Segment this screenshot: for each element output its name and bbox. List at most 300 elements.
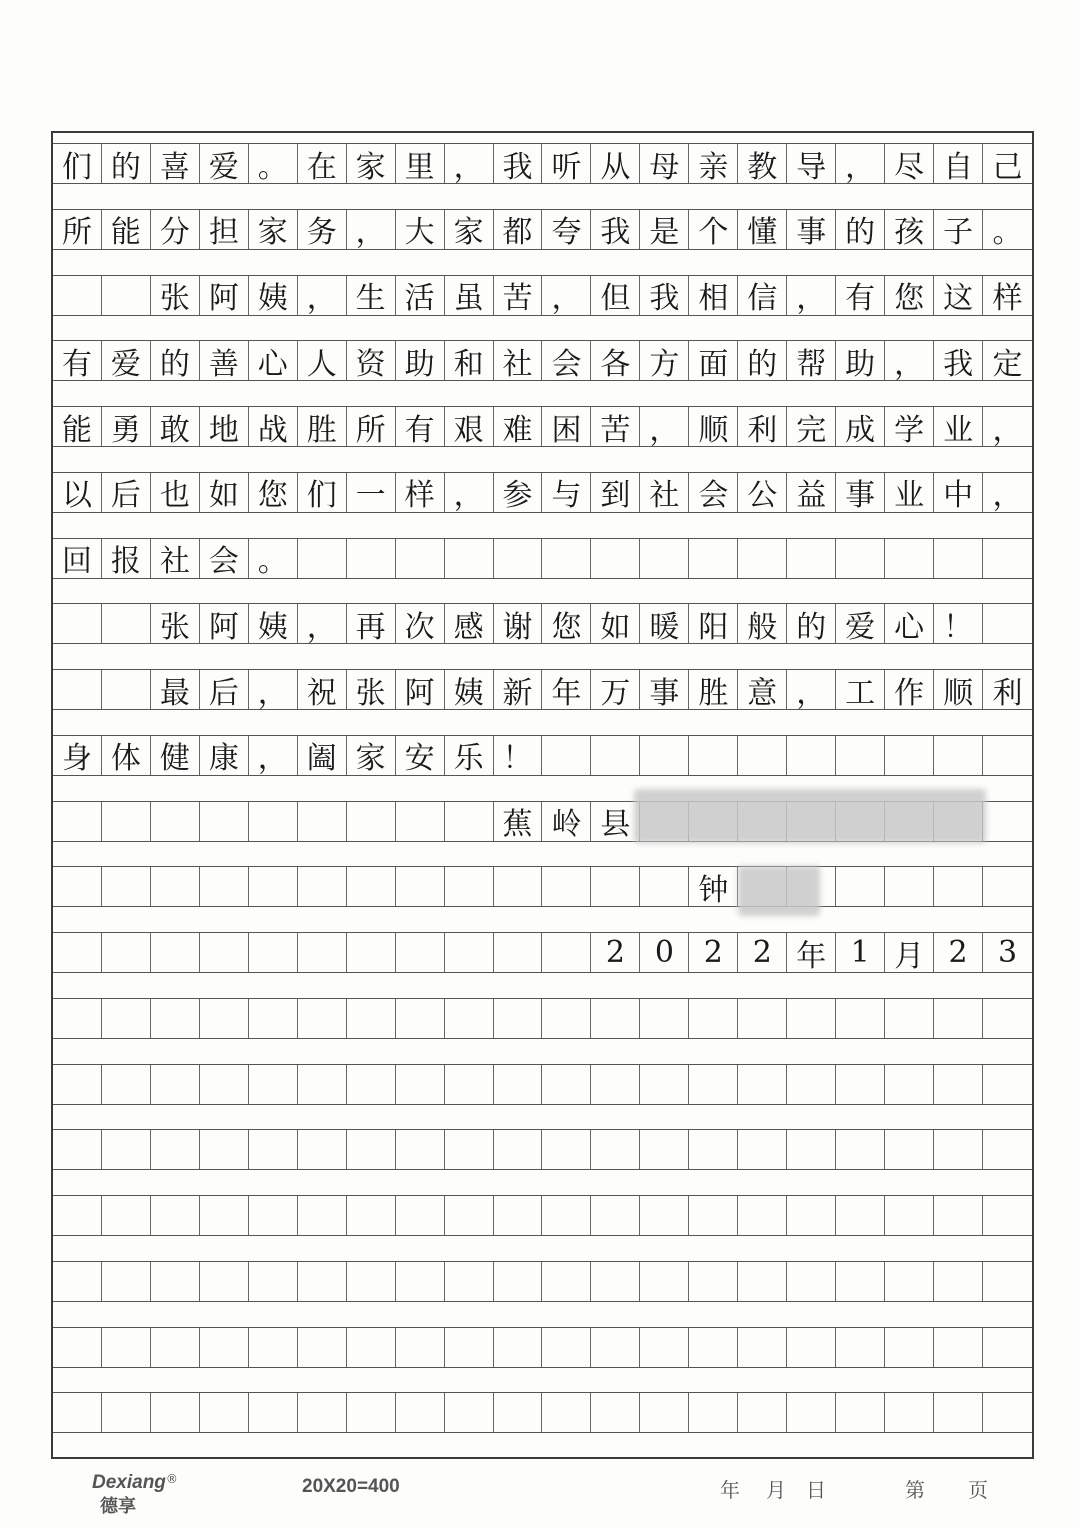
grid-cell: 在 xyxy=(298,144,347,183)
grid-cell: 战 xyxy=(249,407,298,446)
grid-cell xyxy=(885,1393,934,1432)
grid-cell: 。 xyxy=(249,539,298,578)
grid-cell: 教 xyxy=(738,144,787,183)
grid-cell: 年 xyxy=(543,670,592,709)
grid-cell xyxy=(836,999,885,1038)
grid-cell: 家 xyxy=(445,210,494,249)
grid-cell: 里 xyxy=(396,144,445,183)
footer-page-suffix: 页 xyxy=(968,1478,988,1502)
grid-cell xyxy=(249,1393,298,1432)
grid-cell xyxy=(249,1328,298,1367)
grid-cell: ， xyxy=(298,276,347,315)
grid-cell xyxy=(396,802,445,841)
grid-cell: 地 xyxy=(200,407,249,446)
grid-cell xyxy=(934,1393,983,1432)
grid-cell xyxy=(934,1065,983,1104)
grid-cell: 己 xyxy=(992,149,1023,185)
grid-cell: 乐 xyxy=(445,736,494,775)
grid-cell: ！ xyxy=(494,736,543,775)
grid-cell: 会 xyxy=(689,473,738,512)
grid-cell xyxy=(102,1196,151,1235)
grid-cell xyxy=(934,1130,983,1169)
grid-cell: 您 xyxy=(543,604,592,643)
grid-cell: 。 xyxy=(249,144,298,183)
brand-logo xyxy=(92,1472,178,1518)
redacted-school-name xyxy=(634,789,986,843)
grid-cell: 会 xyxy=(200,539,249,578)
grid-cell xyxy=(347,1065,396,1104)
grid-cell: 再 xyxy=(347,604,396,643)
grid-cell: 亲 xyxy=(689,144,738,183)
grid-cell xyxy=(102,933,151,972)
grid-cell xyxy=(983,802,1032,841)
grid-cell: 月 xyxy=(885,933,934,972)
grid-cell: 如 xyxy=(591,604,640,643)
grid-cell xyxy=(298,1065,347,1104)
grid-cell xyxy=(836,1262,885,1301)
grid-cell xyxy=(640,1393,689,1432)
grid-cell: 家 xyxy=(347,736,396,775)
grid-cell xyxy=(836,736,885,775)
grid-cell: 益 xyxy=(787,473,836,512)
grid-cell xyxy=(200,867,249,906)
grid-cell xyxy=(347,1262,396,1301)
grid-cell xyxy=(689,1196,738,1235)
grid-cell: 懂 xyxy=(738,210,787,249)
grid-cell xyxy=(787,1196,836,1235)
grid-cell xyxy=(983,1065,1032,1104)
grid-cell xyxy=(298,867,347,906)
grid-cell: 生 xyxy=(347,276,396,315)
grid-cell: 业 xyxy=(885,473,934,512)
grid-cell: 家 xyxy=(347,144,396,183)
grid-cell: 身 xyxy=(53,736,102,775)
grid-cell xyxy=(689,999,738,1038)
grid-cell: 暖 xyxy=(640,604,689,643)
grid-row xyxy=(53,866,1032,907)
grid-cell xyxy=(298,1130,347,1169)
grid-cell xyxy=(151,1196,200,1235)
grid-cell: 务 xyxy=(298,210,347,249)
grid-cell xyxy=(102,867,151,906)
grid-cell: 业 xyxy=(934,407,983,446)
grid-cell xyxy=(200,933,249,972)
grid-cell: 困 xyxy=(543,407,592,446)
grid-cell: 从 xyxy=(591,144,640,183)
grid-cell xyxy=(347,1393,396,1432)
grid-cell: 所 xyxy=(53,210,102,249)
grid-cell xyxy=(640,1328,689,1367)
grid-cell xyxy=(836,867,885,906)
grid-cell: 们 xyxy=(53,144,102,183)
grid-cell: 分 xyxy=(151,210,200,249)
grid-row xyxy=(53,1261,1032,1302)
grid-cell: 样 xyxy=(396,473,445,512)
grid-cell: 康 xyxy=(200,736,249,775)
grid-cell: 爱 xyxy=(200,144,249,183)
grid-cell xyxy=(102,1328,151,1367)
grid-cell: 善 xyxy=(200,341,249,380)
grid-cell: 张 xyxy=(347,670,396,709)
grid-cell xyxy=(53,1196,102,1235)
redacted-signature-name xyxy=(738,866,820,916)
grid-cell: 万 xyxy=(591,670,640,709)
grid-cell: 阿 xyxy=(200,604,249,643)
grid-cell xyxy=(200,1130,249,1169)
grid-cell xyxy=(591,1130,640,1169)
grid-cell: 报 xyxy=(102,539,151,578)
grid-cell: 参 xyxy=(494,473,543,512)
grid-cell xyxy=(689,1130,738,1169)
grid-cell xyxy=(151,1065,200,1104)
grid-cell xyxy=(102,1065,151,1104)
grid-cell xyxy=(445,1065,494,1104)
grid-cell: 方 xyxy=(640,341,689,380)
grid-cell xyxy=(983,1130,1032,1169)
grid-cell xyxy=(836,1393,885,1432)
grid-cell: 面 xyxy=(689,341,738,380)
grid-cell xyxy=(543,1065,592,1104)
grid-cell xyxy=(347,867,396,906)
grid-cell: 夸 xyxy=(543,210,592,249)
grid-cell: 心 xyxy=(249,341,298,380)
grid-row xyxy=(53,669,1032,710)
grid-cell: 导 xyxy=(787,144,836,183)
grid-cell: 的 xyxy=(151,341,200,380)
grid-cell: 子 xyxy=(934,210,983,249)
grid-cell: 们 xyxy=(298,473,347,512)
grid-cell: 都 xyxy=(494,210,543,249)
grid-cell: 样 xyxy=(992,281,1023,316)
grid-cell xyxy=(787,1262,836,1301)
grid-cell: 姨 xyxy=(249,276,298,315)
grid-cell xyxy=(53,604,102,643)
grid-cell xyxy=(102,1393,151,1432)
grid-cell xyxy=(738,736,787,775)
grid-cell: 的 xyxy=(836,210,885,249)
grid-cell xyxy=(543,1130,592,1169)
grid-cell: ！ xyxy=(934,604,983,643)
grid-cell xyxy=(53,1130,102,1169)
grid-cell xyxy=(102,1130,151,1169)
grid-cell: 阖 xyxy=(298,736,347,775)
grid-cell xyxy=(298,802,347,841)
grid-cell: 我 xyxy=(494,144,543,183)
grid-cell: 谢 xyxy=(494,604,543,643)
grid-row xyxy=(53,1327,1032,1368)
grid-cell xyxy=(298,539,347,578)
grid-cell: 有 xyxy=(53,341,102,380)
grid-cell: 家 xyxy=(249,210,298,249)
grid-cell: 尽 xyxy=(885,144,934,183)
grid-cell: 胜 xyxy=(689,670,738,709)
grid-cell: 中 xyxy=(934,473,983,512)
grid-cell: 安 xyxy=(396,736,445,775)
grid-cell: ， xyxy=(249,736,298,775)
grid-cell xyxy=(396,1130,445,1169)
grid-cell: 工 xyxy=(836,670,885,709)
grid-cell xyxy=(347,1196,396,1235)
grid-cell: 和 xyxy=(445,341,494,380)
grid-cell: 次 xyxy=(396,604,445,643)
grid-cell xyxy=(738,1196,787,1235)
grid-cell: 顺 xyxy=(934,670,983,709)
grid-cell xyxy=(53,1328,102,1367)
footer-year-label: 年 xyxy=(720,1478,740,1502)
grid-cell: 社 xyxy=(494,341,543,380)
grid-cell: 2 xyxy=(591,933,640,972)
grid-cell: 这 xyxy=(934,276,983,315)
grid-cell xyxy=(983,867,1032,906)
grid-cell xyxy=(934,539,983,578)
grid-cell: 爱 xyxy=(102,341,151,380)
grid-cell xyxy=(543,539,592,578)
grid-cell xyxy=(102,1262,151,1301)
grid-cell xyxy=(836,1328,885,1367)
grid-cell: 事 xyxy=(787,210,836,249)
grid-cell xyxy=(102,670,151,709)
grid-row xyxy=(53,275,1032,316)
grid-cell xyxy=(640,1130,689,1169)
grid-cell: 顺 xyxy=(689,407,738,446)
grid-cell: 感 xyxy=(445,604,494,643)
grid-cell: 我 xyxy=(640,276,689,315)
grid-cell: 意 xyxy=(738,670,787,709)
footer-day-label: 日 xyxy=(806,1478,826,1502)
grid-cell xyxy=(543,1393,592,1432)
grid-cell xyxy=(934,1262,983,1301)
grid-cell xyxy=(494,1196,543,1235)
grid-cell xyxy=(983,1393,1032,1432)
grid-cell xyxy=(347,999,396,1038)
grid-cell: 后 xyxy=(200,670,249,709)
grid-cell xyxy=(689,1328,738,1367)
grid-cell xyxy=(445,802,494,841)
grid-cell: 阿 xyxy=(200,276,249,315)
grid-cell: 张 xyxy=(151,604,200,643)
grid-cell xyxy=(640,736,689,775)
grid-cell: 各 xyxy=(591,341,640,380)
grid-cell: 担 xyxy=(200,210,249,249)
grid-cell: 爱 xyxy=(836,604,885,643)
grid-cell: 能 xyxy=(53,407,102,446)
grid-cell xyxy=(53,1262,102,1301)
grid-cell xyxy=(738,1262,787,1301)
footer-month-label: 月 xyxy=(766,1478,786,1502)
grid-cell xyxy=(396,1328,445,1367)
grid-cell xyxy=(885,1065,934,1104)
grid-cell xyxy=(151,802,200,841)
grid-cell xyxy=(249,1262,298,1301)
grid-cell: 听 xyxy=(543,144,592,183)
grid-cell xyxy=(640,1065,689,1104)
grid-cell xyxy=(151,933,200,972)
grid-cell xyxy=(102,802,151,841)
grid-cell: ， xyxy=(992,478,1023,514)
grid-cell xyxy=(983,736,1032,775)
grid-cell: 最 xyxy=(151,670,200,709)
grid-cell xyxy=(53,670,102,709)
grid-cell xyxy=(591,1328,640,1367)
grid-cell xyxy=(494,1328,543,1367)
grid-cell xyxy=(396,999,445,1038)
grid-cell: 后 xyxy=(102,473,151,512)
grid-cell: 自 xyxy=(934,144,983,183)
grid-cell: 胜 xyxy=(298,407,347,446)
grid-cell: 回 xyxy=(53,539,102,578)
grid-cell xyxy=(836,1130,885,1169)
grid-cell xyxy=(249,933,298,972)
grid-cell: 但 xyxy=(591,276,640,315)
grid-cell: 大 xyxy=(396,210,445,249)
grid-cell: 利 xyxy=(992,675,1023,711)
grid-cell: 到 xyxy=(591,473,640,512)
grid-cell xyxy=(53,999,102,1038)
grid-cell xyxy=(151,1393,200,1432)
grid-cell: 姨 xyxy=(249,604,298,643)
grid-cell: ， xyxy=(836,144,885,183)
grid-cell xyxy=(396,867,445,906)
grid-cell xyxy=(445,539,494,578)
registered-mark: ® xyxy=(165,1472,178,1486)
grid-cell xyxy=(347,1328,396,1367)
grid-cell xyxy=(200,1065,249,1104)
grid-cell: 虽 xyxy=(445,276,494,315)
grid-cell: 敢 xyxy=(151,407,200,446)
grid-cell: 年 xyxy=(787,933,836,972)
grid-cell: 如 xyxy=(200,473,249,512)
brand-name-cn: 德享 xyxy=(100,1496,136,1517)
grid-cell xyxy=(347,802,396,841)
grid-cell xyxy=(885,1262,934,1301)
grid-cell: 2 xyxy=(934,933,983,972)
grid-cell xyxy=(640,999,689,1038)
grid-cell: 相 xyxy=(689,276,738,315)
grid-cell xyxy=(885,1196,934,1235)
grid-cell: 您 xyxy=(249,473,298,512)
grid-cell xyxy=(53,1393,102,1432)
grid-cell: 人 xyxy=(298,341,347,380)
grid-row xyxy=(53,1129,1032,1170)
grid-cell: ， xyxy=(347,210,396,249)
grid-cell: 苦 xyxy=(494,276,543,315)
grid-cell xyxy=(983,1196,1032,1235)
grid-cell xyxy=(885,1328,934,1367)
grid-cell xyxy=(445,999,494,1038)
grid-cell xyxy=(787,539,836,578)
grid-cell xyxy=(249,802,298,841)
grid-cell xyxy=(738,1065,787,1104)
grid-cell xyxy=(787,736,836,775)
grid-cell xyxy=(396,933,445,972)
grid-cell xyxy=(543,999,592,1038)
grid-cell: 助 xyxy=(396,341,445,380)
grid-cell xyxy=(591,999,640,1038)
grid-cell: 您 xyxy=(885,276,934,315)
grid-cell xyxy=(200,1262,249,1301)
grid-cell: 帮 xyxy=(787,341,836,380)
grid-cell: 般 xyxy=(738,604,787,643)
grid-cell: 成 xyxy=(836,407,885,446)
grid-cell xyxy=(494,1130,543,1169)
grid-row xyxy=(53,998,1032,1039)
grid-cell: 阿 xyxy=(396,670,445,709)
grid-cell xyxy=(249,1196,298,1235)
grid-cell xyxy=(249,1065,298,1104)
grid-cell: 艰 xyxy=(445,407,494,446)
grid-cell: 喜 xyxy=(151,144,200,183)
grid-cell xyxy=(885,539,934,578)
grid-cell xyxy=(836,539,885,578)
grid-cell xyxy=(396,1196,445,1235)
grid-cell xyxy=(738,539,787,578)
grid-cell: ， xyxy=(298,604,347,643)
grid-cell xyxy=(983,1262,1032,1301)
grid-cell xyxy=(787,1130,836,1169)
grid-cell: 祝 xyxy=(298,670,347,709)
grid-cell: 难 xyxy=(494,407,543,446)
grid-cell: 利 xyxy=(738,407,787,446)
grid-cell xyxy=(591,539,640,578)
grid-row xyxy=(53,340,1032,381)
grid-cell: ， xyxy=(787,276,836,315)
grid-cell xyxy=(934,867,983,906)
grid-cell xyxy=(200,802,249,841)
grid-cell xyxy=(298,999,347,1038)
grid-cell xyxy=(151,1130,200,1169)
grid-cell xyxy=(347,933,396,972)
grid-cell: 。 xyxy=(992,215,1023,251)
grid-row xyxy=(53,209,1032,250)
grid-cell xyxy=(494,1065,543,1104)
grid-cell xyxy=(787,1065,836,1104)
grid-cell xyxy=(445,1328,494,1367)
grid-cell xyxy=(591,1393,640,1432)
grid-row xyxy=(53,1195,1032,1236)
grid-row xyxy=(53,603,1032,644)
grid-cell xyxy=(640,1196,689,1235)
grid-cell xyxy=(689,1393,738,1432)
grid-cell xyxy=(445,1262,494,1301)
grid-cell: 的 xyxy=(102,144,151,183)
footer-page-prefix: 第 xyxy=(905,1478,925,1502)
grid-cell: ， xyxy=(445,144,494,183)
grid-cell xyxy=(738,1328,787,1367)
grid-row xyxy=(53,1392,1032,1433)
grid-cell xyxy=(396,1262,445,1301)
grid-cell xyxy=(494,1262,543,1301)
grid-cell xyxy=(591,1262,640,1301)
grid-cell xyxy=(885,736,934,775)
grid-cell: 资 xyxy=(347,341,396,380)
grid-row xyxy=(53,735,1032,776)
grid-cell: ， xyxy=(787,670,836,709)
grid-cell: ， xyxy=(543,276,592,315)
grid-cell: 苦 xyxy=(591,407,640,446)
grid-cell: 以 xyxy=(53,473,102,512)
grid-cell xyxy=(445,1130,494,1169)
grid-cell: 我 xyxy=(934,341,983,380)
grid-cell xyxy=(543,1328,592,1367)
grid-cell xyxy=(543,1196,592,1235)
grid-cell xyxy=(640,867,689,906)
grid-cell xyxy=(640,539,689,578)
grid-cell: 心 xyxy=(885,604,934,643)
grid-cell xyxy=(738,1393,787,1432)
grid-cell xyxy=(689,539,738,578)
grid-cell xyxy=(151,1262,200,1301)
grid-cell: 事 xyxy=(640,670,689,709)
